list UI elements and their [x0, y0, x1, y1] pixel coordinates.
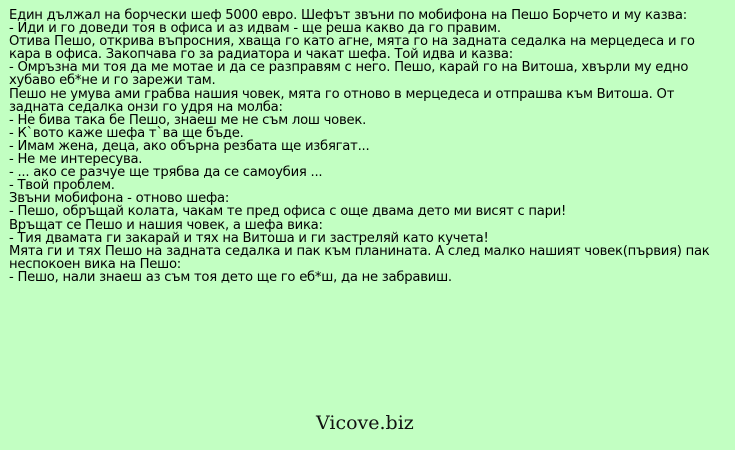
joke-line: - Иди и го доведи тоя в офиса и аз идвам - ще реша какво да го правим.: [9, 21, 501, 37]
joke-line: - Твой проблем.: [9, 178, 115, 194]
joke-line: - ... ако се разчуе ще трябва да се самоубия ...: [9, 165, 323, 181]
joke-line: - Имам жена, деца, ако обърна резбата ще избягат...: [9, 138, 370, 154]
joke-line: - Пешо, обръщай колата, чакам те пред офиса с още двама дето ми висят с пари!: [9, 204, 567, 220]
joke-line: Мята ги и тях Пешо на задната седалка и пак към планината. А след малко нашият човек(първия) пак неспокоен вика на Пешо:: [9, 243, 710, 272]
joke-line: Пешо не умува ами грабва нашия човек, мята го отново в мерцедеса и отпрашва към Витоша. От задната седалка онзи го удря на молба:: [9, 86, 675, 115]
joke-line: - Пешо, нали знаеш аз съм тоя дето ще го еб*ш, да не забравиш.: [9, 269, 452, 285]
joke-line: - К`вото каже шефа т`ва ще бъде.: [9, 125, 244, 141]
joke-line: Един дължал на борчески шеф 5000 евро. Шефът звъни по мобифона на Пешо Борчето и му казва:: [9, 8, 687, 23]
joke-line: - Тия двамата ги закарай и тях на Витоша и ги застреляй като кучета!: [9, 230, 489, 246]
joke-line: - Не ме интересува.: [9, 152, 143, 168]
joke-line: - Не бива така бе Пешо, знаеш ме не съм лош човек.: [9, 112, 367, 128]
joke-line: Връщат се Пешо и нашия човек, а шефа вика:: [9, 217, 323, 233]
site-watermark: Vicove.biz: [316, 412, 414, 434]
joke-line: Звъни мобифона - отново шефа:: [9, 191, 230, 207]
joke-line: Отива Пешо, открива въпросния, хваща го като агне, мята го на задната седалка на мерцедеса и го кара в офиса. Закопчава го за радиатора и чакат шефа. Той идва и казва:: [9, 34, 695, 63]
joke-text: [9, 9, 725, 284]
joke-line: - Омръзна ми тоя да ме мотае и да се разправям с него. Пешо, карай го на Витоша, хвърли му едно хубаво еб*не и го зарежи там.: [9, 60, 689, 89]
